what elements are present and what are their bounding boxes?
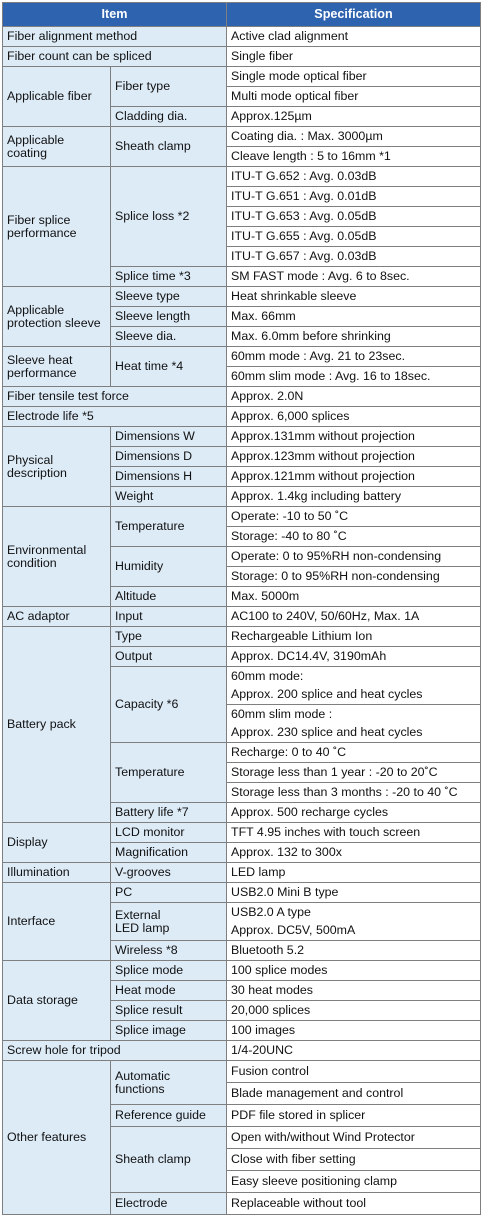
- spec-table-container: [2, 2, 480, 1218]
- row-value: ITU-T G.657 : Avg. 0.03dB: [227, 247, 481, 267]
- sub-label: Magnification: [111, 843, 227, 863]
- sub-label: Fiber type: [111, 67, 227, 107]
- header-specification: Specification: [227, 3, 481, 27]
- table-row: [3, 387, 481, 407]
- row-value: 60mm mode : Avg. 21 to 23sec.: [227, 347, 481, 367]
- group-label: Illumination: [3, 863, 111, 883]
- row-value: Active clad alignment: [227, 27, 481, 47]
- sub-label: Sleeve length: [111, 307, 227, 327]
- row-value: Approx. 6,000 splices: [227, 407, 481, 427]
- table-row: [3, 1041, 481, 1061]
- row-value: Approx. 230 splice and heat cycles: [227, 724, 481, 743]
- sub-label-line: External: [115, 907, 161, 922]
- sub-label: Automatic functions: [111, 1061, 227, 1105]
- sub-label: Heat time *4: [111, 347, 227, 387]
- sub-label: Sheath clamp: [111, 127, 227, 167]
- row-value: 100 splice modes: [227, 961, 481, 981]
- table-row: [3, 961, 481, 981]
- row-value: USB2.0 A type: [227, 903, 481, 922]
- row-value: Approx.131mm without projection: [227, 427, 481, 447]
- group-label: Display: [3, 823, 111, 863]
- group-label: Applicable coating: [3, 127, 111, 167]
- row-label: Fiber count can be spliced: [3, 47, 227, 67]
- row-value: Single fiber: [227, 47, 481, 67]
- sub-label: [111, 903, 227, 941]
- group-label: Applicable protection sleeve: [3, 287, 111, 347]
- sub-label: Output: [111, 647, 227, 667]
- row-value: 100 images: [227, 1021, 481, 1041]
- sub-label: Input: [111, 607, 227, 627]
- row-value: 1/4-20UNC: [227, 1041, 481, 1061]
- row-value: PDF file stored in splicer: [227, 1105, 481, 1127]
- row-label: Fiber tensile test force: [3, 387, 227, 407]
- row-value: Approx. 500 recharge cycles: [227, 803, 481, 823]
- group-label: Interface: [3, 883, 111, 961]
- sub-label: Battery life *7: [111, 803, 227, 823]
- row-value: Approx. 200 splice and heat cycles: [227, 686, 481, 705]
- row-value: Max. 6.0mm before shrinking: [227, 327, 481, 347]
- row-value: 30 heat modes: [227, 981, 481, 1001]
- sub-label: Dimensions D: [111, 447, 227, 467]
- row-value: Approx. DC5V, 500mA: [227, 922, 481, 941]
- sub-label: Splice time *3: [111, 267, 227, 287]
- row-value: Storage less than 1 year : -20 to 20˚C: [227, 763, 481, 783]
- sub-label: Heat mode: [111, 981, 227, 1001]
- row-value: Max. 66mm: [227, 307, 481, 327]
- sub-label: Reference guide: [111, 1105, 227, 1127]
- sub-label: V-grooves: [111, 863, 227, 883]
- sub-label: Dimensions H: [111, 467, 227, 487]
- row-label: Electrode life *5: [3, 407, 227, 427]
- group-label: Applicable fiber: [3, 67, 111, 127]
- row-value: Max. 5000m: [227, 587, 481, 607]
- row-value: Operate: -10 to 50 ˚C: [227, 507, 481, 527]
- row-value: Replaceable without tool: [227, 1193, 481, 1215]
- table-row: [3, 167, 481, 187]
- row-value: Approx. 2.0N: [227, 387, 481, 407]
- row-value: Approx. 132 to 300x: [227, 843, 481, 863]
- row-value: Blade management and control: [227, 1083, 481, 1105]
- row-value: Fusion control: [227, 1061, 481, 1083]
- row-value: Approx.123mm without projection: [227, 447, 481, 467]
- group-label: Data storage: [3, 961, 111, 1041]
- group-label: Battery pack: [3, 627, 111, 823]
- row-value: Storage: 0 to 95%RH non-condensing: [227, 567, 481, 587]
- row-value: Approx. 1.4kg including battery: [227, 487, 481, 507]
- sub-label: Temperature: [111, 507, 227, 547]
- table-row: [3, 507, 481, 527]
- group-label: Fiber splice performance: [3, 167, 111, 287]
- row-value: Open with/without Wind Protector: [227, 1127, 481, 1149]
- row-value: Heat shrinkable sleeve: [227, 287, 481, 307]
- sub-label: Sleeve type: [111, 287, 227, 307]
- table-row: [3, 883, 481, 903]
- specification-table: [2, 2, 481, 1215]
- table-row: [3, 287, 481, 307]
- row-value: 60mm slim mode :: [227, 705, 481, 724]
- sub-label: Type: [111, 627, 227, 647]
- header-item: Item: [3, 3, 227, 27]
- table-row: [3, 407, 481, 427]
- row-value: 60mm mode:: [227, 667, 481, 686]
- row-value: Approx.121mm without projection: [227, 467, 481, 487]
- row-value: TFT 4.95 inches with touch screen: [227, 823, 481, 843]
- sub-label: Splice mode: [111, 961, 227, 981]
- table-row: [3, 127, 481, 147]
- sub-label: Cladding dia.: [111, 107, 227, 127]
- row-value: Storage less than 3 months : -20 to 40 ˚C: [227, 783, 481, 803]
- row-value: Approx. DC14.4V, 3190mAh: [227, 647, 481, 667]
- row-value: USB2.0 Mini B type: [227, 883, 481, 903]
- row-value: Coating dia. : Max. 3000µm: [227, 127, 481, 147]
- sub-label: Splice image: [111, 1021, 227, 1041]
- table-row: [3, 863, 481, 883]
- row-value: Multi mode optical fiber: [227, 87, 481, 107]
- table-row: [3, 427, 481, 447]
- sub-label: Dimensions W: [111, 427, 227, 447]
- table-row: [3, 47, 481, 67]
- group-label: AC adaptor: [3, 607, 111, 627]
- table-row: [3, 823, 481, 843]
- row-value: SM FAST mode : Avg. 6 to 8sec.: [227, 267, 481, 287]
- table-row: [3, 67, 481, 87]
- sub-label: Splice loss *2: [111, 167, 227, 267]
- row-value: ITU-T G.651 : Avg. 0.01dB: [227, 187, 481, 207]
- row-value: ITU-T G.652 : Avg. 0.03dB: [227, 167, 481, 187]
- row-value: Close with fiber setting: [227, 1149, 481, 1171]
- row-value: Recharge: 0 to 40 ˚C: [227, 743, 481, 763]
- group-label: Other features: [3, 1061, 111, 1215]
- sub-label: Temperature: [111, 743, 227, 803]
- row-value: ITU-T G.653 : Avg. 0.05dB: [227, 207, 481, 227]
- sub-label-line: LED lamp: [115, 920, 170, 935]
- sub-label: Altitude: [111, 587, 227, 607]
- row-value: Single mode optical fiber: [227, 67, 481, 87]
- row-value: Bluetooth 5.2: [227, 941, 481, 961]
- table-row: [3, 1061, 481, 1083]
- group-label: Environmental condition: [3, 507, 111, 607]
- sub-label: LCD monitor: [111, 823, 227, 843]
- row-value: Easy sleeve positioning clamp: [227, 1171, 481, 1193]
- sub-label: Sheath clamp: [111, 1127, 227, 1193]
- table-header-row: [3, 3, 481, 27]
- sub-label: Sleeve dia.: [111, 327, 227, 347]
- row-value: AC100 to 240V, 50/60Hz, Max. 1A: [227, 607, 481, 627]
- sub-label: Capacity *6: [111, 667, 227, 743]
- sub-label: Humidity: [111, 547, 227, 587]
- table-row: [3, 27, 481, 47]
- sub-label: Wireless *8: [111, 941, 227, 961]
- row-label: Fiber alignment method: [3, 27, 227, 47]
- row-value: 20,000 splices: [227, 1001, 481, 1021]
- row-value: Storage: -40 to 80 ˚C: [227, 527, 481, 547]
- row-label: Screw hole for tripod: [3, 1041, 227, 1061]
- row-value: LED lamp: [227, 863, 481, 883]
- table-row: [3, 347, 481, 367]
- table-row: [3, 607, 481, 627]
- sub-label: Splice result: [111, 1001, 227, 1021]
- row-value: Cleave length : 5 to 16mm *1: [227, 147, 481, 167]
- row-value: Rechargeable Lithium Ion: [227, 627, 481, 647]
- group-label: Physical description: [3, 427, 111, 507]
- sub-label: PC: [111, 883, 227, 903]
- sub-label: Electrode: [111, 1193, 227, 1215]
- row-value: Approx.125µm: [227, 107, 481, 127]
- row-value: ITU-T G.655 : Avg. 0.05dB: [227, 227, 481, 247]
- row-value: Operate: 0 to 95%RH non-condensing: [227, 547, 481, 567]
- table-row: [3, 627, 481, 647]
- group-label: Sleeve heat performance: [3, 347, 111, 387]
- row-value: 60mm slim mode : Avg. 16 to 18sec.: [227, 367, 481, 387]
- sub-label: Weight: [111, 487, 227, 507]
